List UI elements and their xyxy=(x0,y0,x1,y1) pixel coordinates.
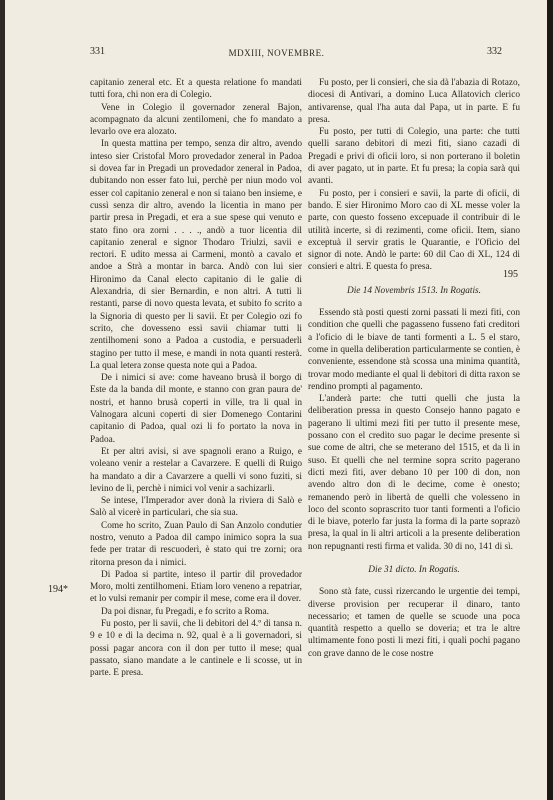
section-heading: Die 31 dicto. In Rogatis. xyxy=(368,564,460,575)
paragraph: Da poi disnar, fu Pregadi, e fo scrito a Roma. xyxy=(101,606,269,617)
left-column xyxy=(90,77,302,680)
paragraph: capitanio zeneral etc. Et a questa relatione fo mandati tutti fora, chi non era di Colegio. xyxy=(90,78,302,101)
page-number-right: 332 xyxy=(487,46,502,57)
paragraph: Come ho scrito, Zuan Paulo di San Anzolo condutier nostro, venuto a Padoa dil campo inimico sopra la sua fede per tratar di rescuoderì, è stato qui tre zorni; ora ritorna preson da i nimici. xyxy=(90,520,302,568)
paragraph: In questa mattina per tempo, senza dir altro, avendo inteso sier Cristofal Moro provedador zeneral in Padoa si dovea far in Pregadi un provedador zeneral in Padoa, dubitando non esser fato lui, perchè per niun modo vol esser col capitanio zeneral e non si taiano ben insieme, e cussì senza dir altro, avendo la licentia in mano per partir presa in Pregadi, et era a sue spese qui venuto e stato fino ora zorni . . . ., andò a tuor licentia dil capitanio zeneral e signor Thodaro Triulzi, savii e rectori. E udito messa ai Carmeni, montò a cavalo et andoe a Strà a montar in barca. Andò con lui sier Hironimo da Canal electo capitanio di le galie di Alexandria, di sier Bernardin, e non altri. A tutti li restanti, parse di novo questa levata, et subito fo scrito a la Signoria di questo per li savii. Et per Colegio ozi fo scrito, che dovesseno essi savii chiamar tutti li zentilhomeni sono a Padoa a custodia, e persuaderli stagino per tutto il mese, e mandi in nota quanti resterà. La qual letera zonse questa note qui a Padoa. xyxy=(90,139,302,371)
paragraph: Di Padoa si partite, inteso il partir dil provedador Moro, molti zentilhomeni. Etiam loro veneno a repatriar, et lo vulsi remanir per compir il mese, come era il dover. xyxy=(90,569,302,605)
paragraph: Et per altri avisi, si ave spagnoli erano a Ruigo, e voleano venir a restelar a Cavarzere. E quelli di Ruigo ha mandato a dir a Cavarzere a quelli vi sono fuziti, si levino de lì, perchè i nimici vol venir a sachizarli. xyxy=(90,446,302,494)
paragraph: Sono stà fate, cussì rizercando le urgentie dei tempi, diverse provision per recuperar il dinaro, tanto necessario; et tamen de quelle se scuode una poca quantità respetto a quello se doveria; et tra le altre ultimamente fono posti li mezi fiti, i quali pochi pagano con grave danno de le cose nostre xyxy=(308,587,520,659)
paragraph: De i nimici si ave: come haveano brusà il borgo di Este da la banda dil monte, e stanno con gran paura de' nostri, et hanno brusà coperti in ville, tra li qual in Valnogara alcuni coperti di sier Domenego Contarini capitanio di Padoa, qual ozi li fo portato la nova in Padoa. xyxy=(90,373,302,445)
paragraph: L'anderà parte: che tutti quelli che justa la deliberation pressa in questo Consejo hanno pagato e pagerano li ultimi mezi fiti per tutto il presente mese, possano con el credito suo pagar le decime presente sì sue come de altri, che se meterano del 1515, et da lì in suso. Et quelli che nel termine sopra scrito pagerano dicti mezi fiti, aver debano 10 per 100 di don, non avendo altro don di le decime, come è onesto; remanendo però in libertà de quelli che volesseno in loco del sconto soprascrito tuor tanti formenti a l'oficio di le biave, poterlo far justa la forma di la parte soprazò presa, la qual in li altri articoli a la presente deliberation non repugnanti resti firma et valida. 30 di no, 141 di sì. xyxy=(308,394,520,552)
paragraph: Fu posto, per li savii, che li debitori del 4.º di tansa n. 9 e 10 e di la decima n. 92, qual è a li governadori, si possi pagar ancora con il don per tutto il mese; qual passato, siano mandate a le cantinele e li scosse, ut in parte. E presa. xyxy=(90,619,302,679)
section-heading: Die 14 Novembris 1513. In Rogatis. xyxy=(346,285,482,296)
page-number-left: 331 xyxy=(90,46,105,57)
paragraph: Fu posto, per tutti di Colegio, una parte: che tutti quelli sarano debitori di mezi fiti, siano cazadi di Pregadi e privi di oficii loro, si non porterano il boletin di aver pagato, ut in parte. Et fu presa; la copia sarà qui avanti. xyxy=(308,127,520,187)
paragraph: Fu posto, per i consieri e savii, la parte di oficii, di bando. E sier Hironimo Moro cao di XL messe voler la parte, con questo fosseno excepuade il contribuir di le utilità incerte, sì di rezimenti, come oficii. Item, siano exceptuà il servir gratis le Quarantie, e l'Oficio del signor di note. Andò le parte: 60 dil Cao di XL, 124 di consieri e altri. E questa fo presa. xyxy=(308,188,520,273)
margin-note-left: 194* xyxy=(48,584,68,595)
right-column xyxy=(308,77,520,660)
page-edge-right xyxy=(547,0,553,800)
paragraph: Vene in Colegio il governador zeneral Bajon, acompagnato da alcuni zentilomeni, che fo mandato a levarlo ove era alozato. xyxy=(90,102,302,138)
running-title: MDXIII, NOVEMBRE. xyxy=(228,48,325,58)
paragraph: Essendo stà posti questi zorni passati li mezi fiti, con condition che quelli che pagasseno fusseno fati creditori a l'oficio di le biave de tanti formenti a L. 5 el staro, come in quella deliberation particularmente se contien, è conveniente, essendone stà scossa una minima quantità, trovar modo mediante el qual li debitori di ditta raxon se rendino prompti al pagamento. xyxy=(308,308,520,392)
margin-note-right: 195 xyxy=(503,269,518,280)
paragraph: Se intese, l'Imperador aver donà la riviera di Salò e Salò al vicerè in particulari, che sia sua. xyxy=(90,496,302,519)
page-edge-left xyxy=(0,0,5,800)
paragraph: Fu posto, per li consieri, che sia dà l'abazia di Rotazo, diocesi di Antivari, a domino Luca Allatovich clerico antivarense, qual l'ha auta dal Papa, ut in parte. E fu presa. xyxy=(308,78,520,125)
